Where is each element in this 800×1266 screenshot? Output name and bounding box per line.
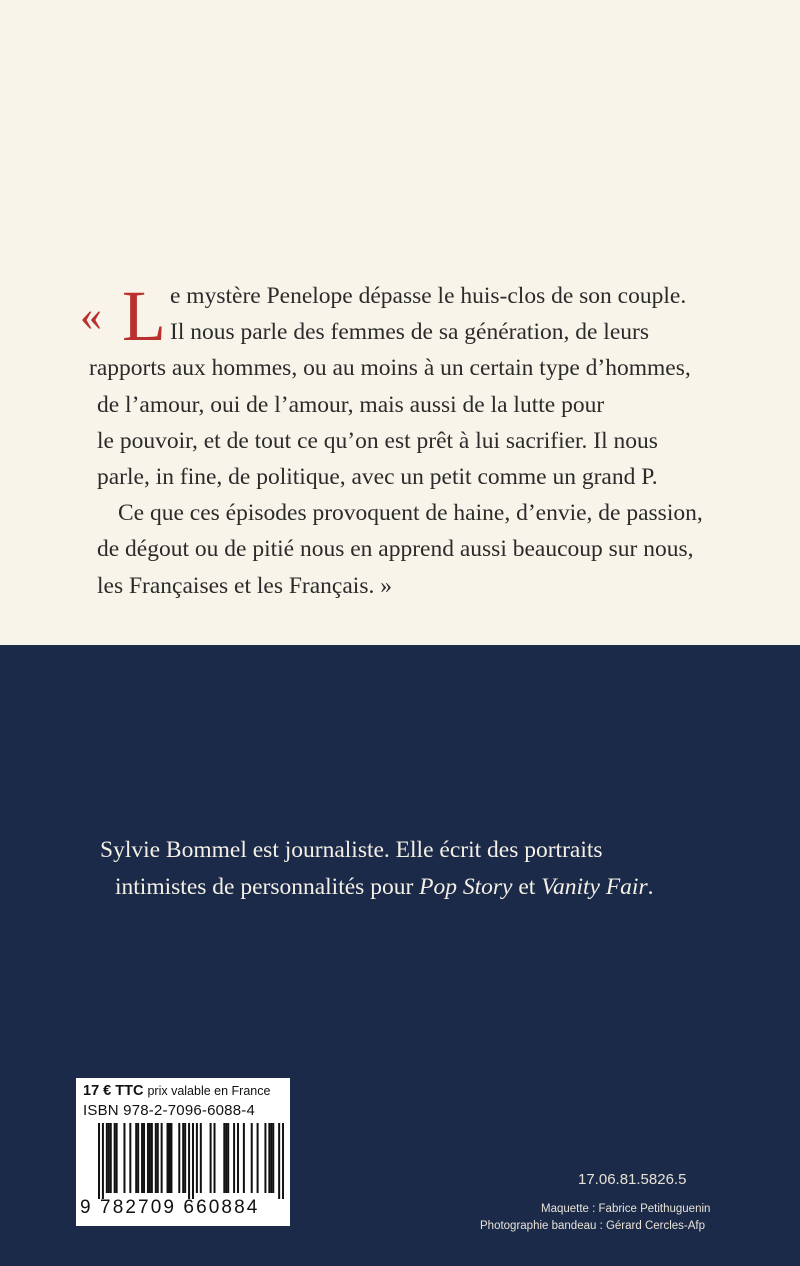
- barcode-bar: [168, 1123, 170, 1193]
- quote-line: de dégout ou de pitié nous en apprend aussi beaucoup sur nous,: [97, 536, 694, 563]
- barcode-bar: [233, 1123, 235, 1193]
- barcode-bar: [123, 1123, 125, 1193]
- barcode-bar: [147, 1123, 149, 1193]
- quote-line: le pouvoir, et de tout ce qu’on est prêt à lui sacrifier. Il nous: [97, 427, 658, 454]
- quote-line: les Françaises et les Français. »: [97, 572, 392, 599]
- barcode-bar: [108, 1123, 110, 1193]
- barcode-bar: [268, 1123, 270, 1193]
- barcode-bar: [188, 1123, 190, 1199]
- barcode-bar: [272, 1123, 274, 1193]
- barcode-bar: [182, 1123, 184, 1193]
- credit-layout: Maquette : Fabrice Petithuguenin: [541, 1203, 711, 1215]
- drop-cap-letter: L: [122, 276, 166, 356]
- barcode-bar: [278, 1123, 280, 1199]
- quote-line: Il nous parle des femmes de sa génération, de leurs: [170, 319, 649, 346]
- bio-connector: et: [512, 874, 542, 900]
- quote-line: de l’amour, oui de l’amour, mais aussi de la lutte pour: [97, 391, 605, 418]
- barcode-bars: [98, 1123, 284, 1199]
- barcode-bar: [110, 1123, 112, 1193]
- barcode-bar: [184, 1123, 186, 1193]
- barcode-bar: [170, 1123, 172, 1193]
- quote-line: parle, in fine, de politique, avec un petit comme un grand P.: [97, 463, 658, 490]
- quote-line: e mystère Penelope dépasse le huis-clos de son couple.: [170, 283, 687, 309]
- barcode-bar: [106, 1123, 108, 1193]
- barcode-bar: [214, 1123, 216, 1193]
- barcode-bar: [114, 1123, 116, 1193]
- barcode-label: [76, 1078, 290, 1226]
- barcode-bar: [243, 1123, 245, 1193]
- credit-photo: Photographie bandeau : Gérard Cercles-Afp: [480, 1220, 706, 1232]
- barcode-bar: [167, 1123, 169, 1193]
- barcode-bar: [141, 1123, 143, 1193]
- barcode-bar: [98, 1123, 100, 1199]
- barcode-bar: [251, 1123, 253, 1193]
- magazine-vanity-fair: Vanity Fair: [541, 874, 648, 900]
- barcode-bar: [161, 1123, 163, 1193]
- bio-line-1: Sylvie Bommel est journaliste. Elle écrit des portraits: [100, 837, 603, 863]
- barcode-bar: [129, 1123, 131, 1193]
- barcode-bar: [155, 1123, 157, 1193]
- price-line: [83, 1083, 270, 1099]
- barcode-bar: [237, 1123, 239, 1193]
- quote-line: rapports aux hommes, ou au moins à un certain type d’hommes,: [89, 355, 691, 382]
- barcode-bar: [223, 1123, 225, 1193]
- barcode-bar: [149, 1123, 151, 1193]
- barcode-bar: [143, 1123, 145, 1193]
- bio-line-2: [100, 869, 740, 906]
- barcode-bar: [264, 1123, 266, 1193]
- price-note: prix valable en France: [147, 1084, 271, 1098]
- barcode-bar: [116, 1123, 118, 1193]
- barcode-graphic: [98, 1123, 284, 1199]
- opening-guillemet: «: [80, 291, 98, 340]
- barcode-bar: [257, 1123, 259, 1193]
- author-bio: [100, 832, 740, 906]
- barcode-bar: [137, 1123, 139, 1193]
- ean-digits: 9 782709 660884: [80, 1197, 260, 1218]
- barcode-bar: [178, 1123, 180, 1193]
- barcode-bar: [157, 1123, 159, 1193]
- price-value: 17 € TTC: [83, 1083, 144, 1099]
- credits-block: [480, 1201, 780, 1235]
- back-cover-quote: [80, 278, 780, 604]
- isbn-number: ISBN 978-2-7096-6088-4: [83, 1102, 256, 1119]
- barcode-bar: [196, 1123, 198, 1193]
- barcode-bar: [225, 1123, 227, 1193]
- barcode-bar: [102, 1123, 104, 1199]
- barcode-bar: [270, 1123, 272, 1193]
- barcode-bar: [200, 1123, 202, 1193]
- barcode-bar: [210, 1123, 212, 1193]
- barcode-bar: [135, 1123, 137, 1193]
- reference-number: 17.06.81.5826.5: [578, 1171, 687, 1188]
- barcode-bar: [227, 1123, 229, 1193]
- barcode-bar: [192, 1123, 194, 1199]
- bio-line-2-suffix: .: [647, 874, 654, 900]
- barcode-bar: [282, 1123, 284, 1199]
- quote-line: Ce que ces épisodes provoquent de haine, d’envie, de passion,: [118, 500, 703, 527]
- bio-line-2-prefix: intimistes de personnalités pour: [115, 874, 420, 900]
- magazine-pop-story: Pop Story: [419, 874, 513, 900]
- barcode-bar: [151, 1123, 153, 1193]
